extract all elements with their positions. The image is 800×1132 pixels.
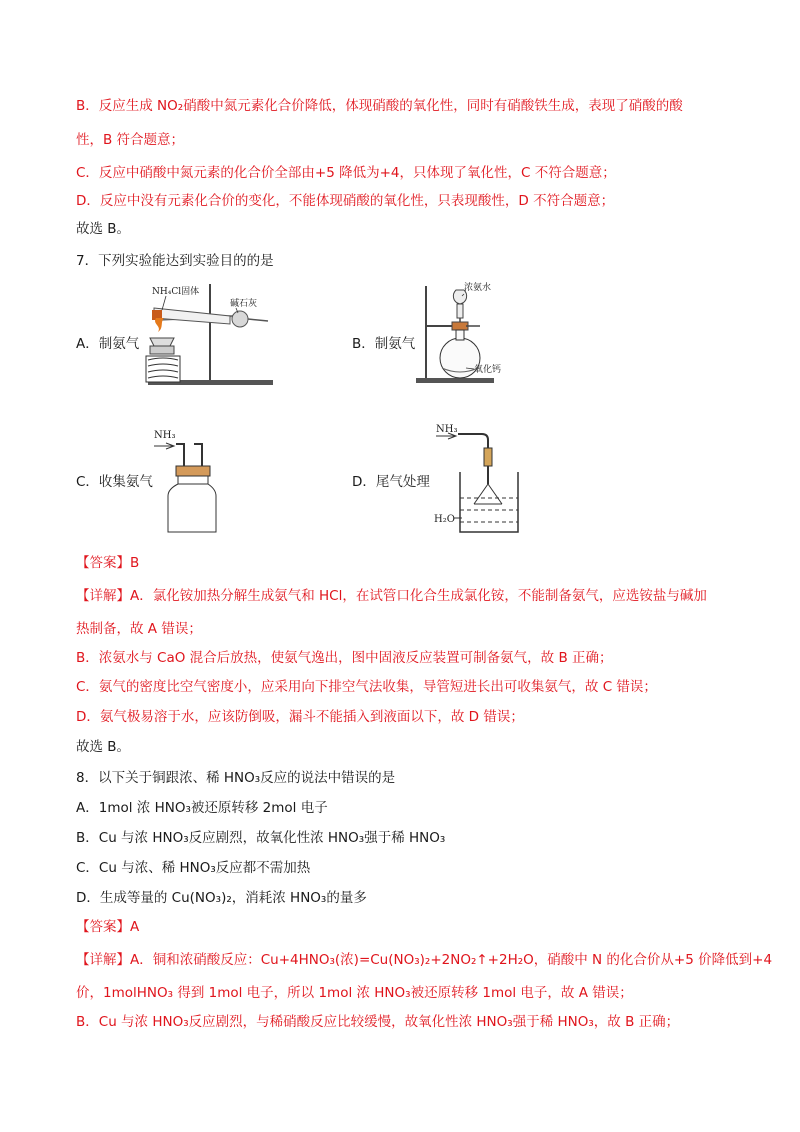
explanation-line: 热制备，故 A 错误；	[76, 621, 202, 637]
question-8-option-c: C．Cu 与浓、稀 HNO₃反应都不需加热	[76, 860, 311, 876]
answer-conclusion: 故选 B。	[76, 739, 131, 755]
explanation-line: D．反应中没有元素化合价的变化，不能体现硝酸的氧化性，只表现酸性，D 不符合题意；	[76, 193, 615, 209]
figure-b-label-2: 氧化钙	[474, 365, 502, 375]
option-d-label: D．尾气处理	[352, 474, 430, 490]
question-8-stem: 8．以下关于铜跟浓、稀 HNO₃反应的说法中错误的是	[76, 770, 396, 786]
question-8-option-d: D．生成等量的 Cu(NO₃)₂，消耗浓 HNO₃的量多	[76, 890, 367, 906]
explanation-line: B．浓氨水与 CaO 混合后放热，使氨气逸出，图中固液反应装置可制备氨气，故 B 正确；	[76, 650, 613, 666]
explanation-line: 性，B 符合题意；	[76, 132, 185, 148]
figure-b-ammonia-generator	[412, 276, 522, 386]
explanation-line: 【详解】A．铜和浓硝酸反应：Cu+4HNO₃(浓)=Cu(NO₃)₂+2NO₂↑+2H₂O，硝酸中 N 的化合价从+5 价降低到+4	[76, 952, 773, 968]
explanation-line: 【详解】A．氯化铵加热分解生成氨气和 HCl，在试管口化合生成氯化铵，不能制备氨气，应选铵盐与碱加	[76, 588, 707, 604]
figure-a-label-1: NH₄Cl固体	[152, 287, 200, 297]
figure-a-label-2: 碱石灰	[230, 299, 258, 309]
figure-b-label-1: 浓氨水	[464, 283, 492, 293]
question-8-option-a: A．1mol 浓 HNO₃被还原转移 2mol 电子	[76, 800, 328, 816]
figure-a-ammonium-chloride-heating	[138, 280, 280, 390]
answer-tag: 【答案】B	[76, 555, 140, 571]
explanation-line: C．反应中硝酸中氮元素的化合价全部由+5 降低为+4，只体现了氧化性，C 不符合题意；	[76, 165, 616, 181]
question-7-stem: 7．下列实验能达到实验目的的是	[76, 253, 274, 269]
explanation-line: C．氨气的密度比空气密度小，应采用向下排空气法收集，导管短进长出可收集氨气，故 C 错误；	[76, 679, 657, 695]
explanation-line: D．氨气极易溶于水，应该防倒吸，漏斗不能插入到液面以下，故 D 错误；	[76, 709, 524, 725]
explanation-line: B．Cu 与浓 HNO₃反应剧烈，与稀硝酸反应比较缓慢，故氧化性浓 HNO₃强于稀 HNO₃，故 B 正确；	[76, 1014, 680, 1030]
figure-d-label-1: NH₃	[436, 424, 458, 435]
figure-d-label-2: H₂O	[434, 514, 455, 525]
explanation-line: 价，1molHNO₃ 得到 1mol 电子，所以 1mol 浓 HNO₃被还原转移 1mol 电子，故 A 错误；	[76, 985, 633, 1001]
option-b-label: B．制氨气	[352, 336, 416, 352]
option-a-label: A．制氨气	[76, 336, 140, 352]
question-8-option-b: B．Cu 与浓 HNO₃反应剧烈，故氧化性浓 HNO₃强于稀 HNO₃	[76, 830, 446, 846]
answer-tag: 【答案】A	[76, 919, 140, 935]
option-c-label: C．收集氨气	[76, 474, 153, 490]
figure-c-gas-collection-bottle	[150, 424, 220, 536]
figure-c-label: NH₃	[154, 430, 176, 441]
explanation-line: B．反应生成 NO₂硝酸中氮元素化合价降低，体现硝酸的氧化性，同时有硝酸铁生成，表现了硝酸的酸	[76, 98, 683, 114]
answer-conclusion: 故选 B。	[76, 221, 131, 237]
figure-d-tail-gas-absorption	[432, 420, 522, 538]
